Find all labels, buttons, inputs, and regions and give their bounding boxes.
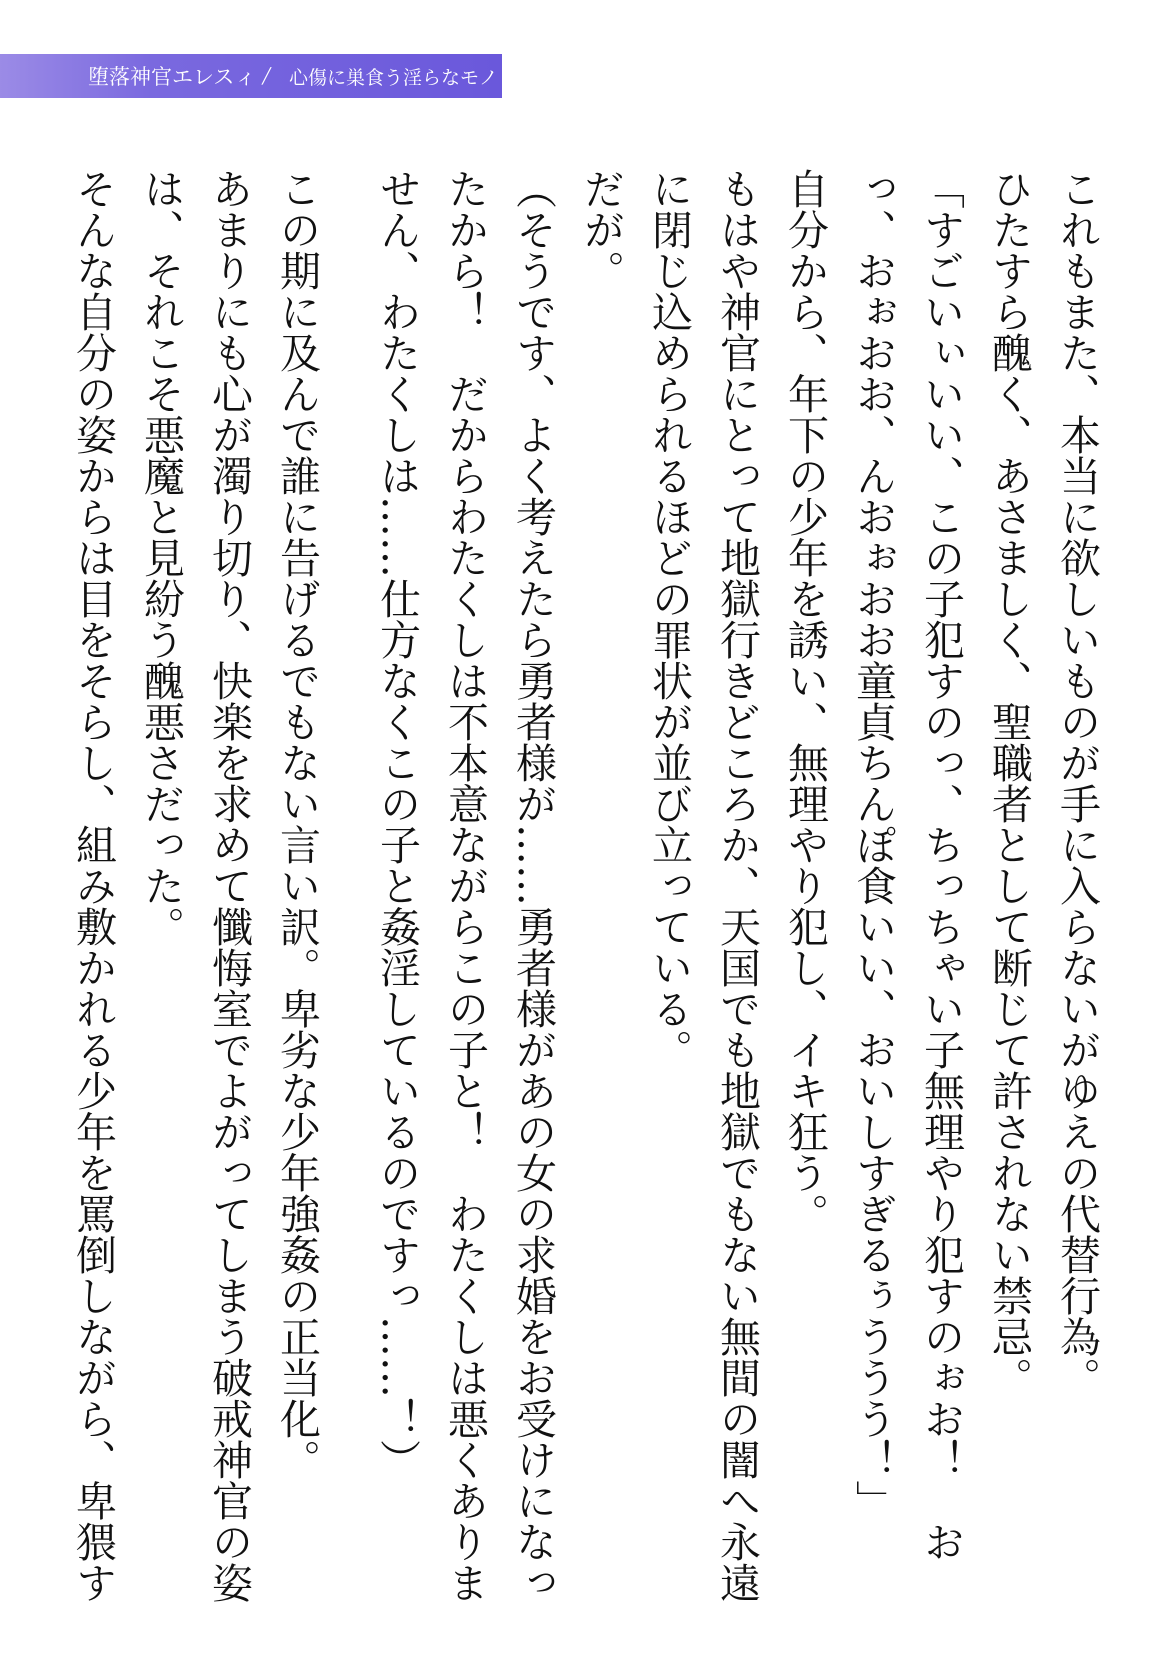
vertical-body-text [51, 168, 1111, 1643]
book-subtitle: 心傷に巣食う淫らなモノ [289, 66, 498, 89]
title-separator: ╱ [262, 67, 272, 85]
thought-paragraph: （そうです、よく考えたら勇者様が……勇者様があの女の求婚をお受けになったから！ だからわたくしは不本意ながらこの子と！ わたくしは悪くありません、わたくしは……仕方なくこの子と姦淫しているのですっ……！） [373, 168, 557, 1603]
paragraph: もはや神官にとって地獄行きどころか、天国でも地獄でもない無間の闇へ永遠に閉じ込められるほどの罪状が並び立っている。 [645, 168, 761, 1603]
paragraph: そんな自分の姿からは目をそらし、組み敷かれる少年を罵倒しながら、卑猥す [69, 168, 117, 1603]
dialogue-paragraph: 「すごいぃいい、この子犯すのっ、ちっちゃい子無理やり犯すのぉお！ おっ、おぉおお、んおぉおお童貞ちんぽ食いい、おいしすぎるぅううう！」 [849, 168, 965, 1562]
paragraph: ひたすら醜く、あさましく、聖職者として断じて許されない禁忌。 [985, 168, 1033, 1398]
paragraph: これもまた、本当に欲しいものが手に入らないがゆえの代替行為。 [1053, 168, 1101, 1398]
paragraph: だが。 [577, 168, 625, 291]
paragraph: 自分から、年下の少年を誘い、無理やり犯し、イキ狂う。 [781, 168, 829, 1234]
book-title: 堕落神官エレスィ [88, 65, 256, 89]
running-header [0, 54, 502, 98]
paragraph: あまりにも心が濁り切り、快楽を求めて懺悔室でよがってしまう破戒神官の姿は、それこそ悪魔と見紛う醜悪さだった。 [137, 168, 253, 1603]
paragraph: この期に及んで誰に告げるでもない言い訳。卑劣な少年強姦の正当化。 [273, 168, 321, 1480]
